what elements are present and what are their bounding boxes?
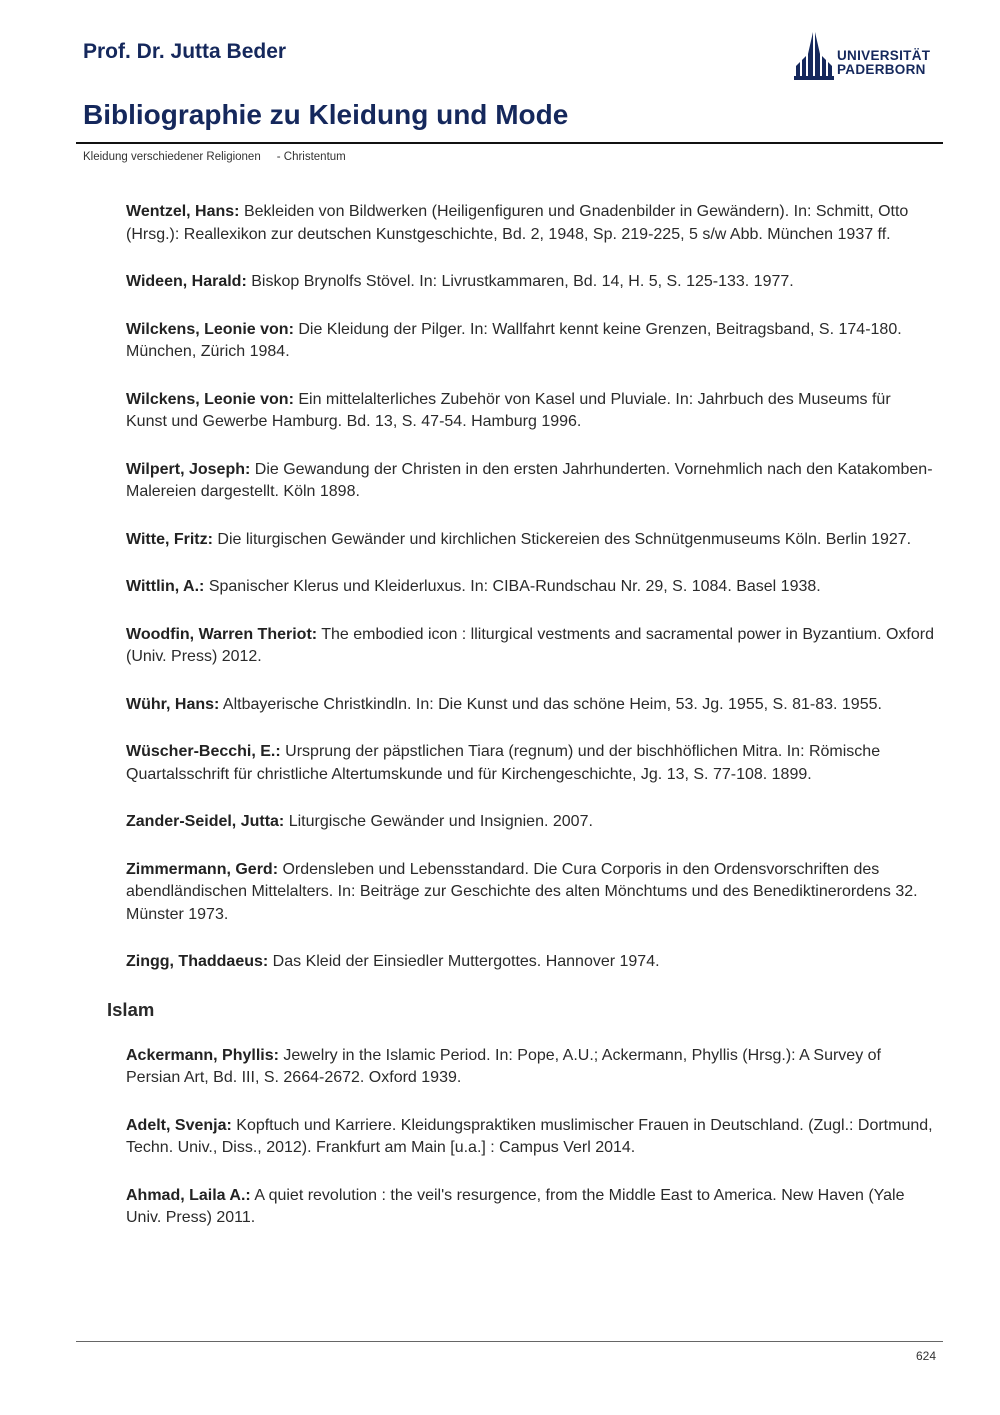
bibliography-entry [126, 459, 934, 504]
entry-author: Adelt, Svenja: [126, 1116, 232, 1134]
entry-text: Ordensleben und Lebensstandard. Die Cura Corporis in den Ordensvorschriften des abendländischen Mittelalters. In: Beiträge zur Geschichte des alten Mönchtums und des Benediktinerordens 32. Münster 1973. [126, 860, 918, 923]
entry-author: Ahmad, Laila A.: [126, 1186, 251, 1204]
bibliography-entry [126, 319, 934, 364]
entry-text: Bekleiden von Bildwerken (Heiligenfiguren und Gnadenbilder in Gewändern). In: Schmitt, Otto (Hrsg.): Reallexikon zur deutschen Kunstgeschichte, Bd. 2, 1948, Sp. 219-225, 5 s/w Abb. München 1937 ff. [126, 203, 909, 243]
bibliography-entry [126, 576, 934, 599]
bibliography-entry [126, 859, 934, 927]
entry-text: The embodied icon : lliturgical vestments and sacramental power in Byzantium. Oxford (Univ. Press) 2012. [126, 625, 934, 665]
bibliography-entry [126, 1185, 934, 1230]
entry-author: Zimmermann, Gerd: [126, 860, 279, 878]
university-logo [794, 30, 944, 82]
entry-author: Wilpert, Joseph: [126, 460, 251, 478]
footer-divider [76, 1341, 943, 1342]
bibliography-entry [126, 624, 934, 669]
entry-author: Witte, Fritz: [126, 530, 213, 548]
entry-author: Wüscher-Becchi, E.: [126, 743, 281, 760]
section-heading-islam: Islam [107, 998, 155, 1020]
breadcrumb-subcategory: - Christentum [276, 151, 346, 163]
entry-text: Jewelry in the Islamic Period. In: Pope, A.U.; Ackermann, Phyllis (Hrsg.): A Survey of Persian Art, Bd. III, S. 2664-2672. Oxford 1939. [126, 1046, 881, 1086]
entry-author: Ackermann, Phyllis: [126, 1046, 279, 1064]
bibliography-entry [126, 694, 934, 717]
university-logo-icon [794, 30, 834, 82]
bibliography-entry [126, 389, 934, 434]
logo-line-2: PADERBORN [837, 62, 926, 77]
entry-text: Die Kleidung der Pilger. In: Wallfahrt kennt keine Grenzen, Beitragsband, S. 174-180. München, Zürich 1984. [126, 320, 902, 360]
bibliography-list [107, 201, 934, 1255]
entry-text: Ursprung der päpstlichen Tiara (regnum) und der bischhöflichen Mitra. In: Römische Quartalsschrift für christliche Altertumskunde und für Kirchengeschichte, Jg. 13, S. 77-108. 1899. [126, 743, 881, 783]
author-name: Prof. Dr. Jutta Beder [83, 40, 287, 63]
entry-author: Wittlin, A.: [126, 578, 205, 595]
bibliography-entry [126, 529, 934, 552]
bibliography-entry [126, 741, 934, 786]
entry-text: Kopftuch und Karriere. Kleidungspraktiken muslimischer Frauen in Deutschland. (Zugl.: Dortmund, Techn. Univ., Diss., 2012). Frankfurt am Main [u.a.] : Campus Verl 2014. [126, 1116, 933, 1156]
entry-text: Das Kleid der Einsiedler Muttergottes. Hannover 1974. [272, 953, 660, 970]
bibliography-entry [126, 271, 934, 294]
entry-author: Wentzel, Hans: [126, 203, 240, 220]
page-number: 624 [916, 1349, 937, 1363]
bibliography-entry [126, 201, 934, 246]
bibliography-entry [126, 1045, 934, 1090]
entry-author: Zingg, Thaddaeus: [126, 953, 269, 970]
entry-author: Wühr, Hans: [126, 695, 220, 713]
logo-line-1: UNIVERSITÄT [837, 48, 931, 63]
page-title: Bibliographie zu Kleidung und Mode [83, 99, 569, 130]
entry-author: Wideen, Harald: [126, 273, 247, 290]
breadcrumb [83, 151, 346, 163]
entry-author: Wilckens, Leonie von: [126, 390, 294, 408]
entry-author: Wilckens, Leonie von: [126, 320, 294, 338]
bibliography-entry [126, 811, 934, 834]
entry-author: Zander-Seidel, Jutta: [126, 813, 285, 830]
entry-text: Liturgische Gewänder und Insignien. 2007. [288, 813, 593, 830]
breadcrumb-category: Kleidung verschiedener Religionen [83, 151, 261, 163]
entry-text: Die liturgischen Gewänder und kirchlichen Stickereien des Schnütgenmuseums Köln. Berlin 1927. [217, 530, 912, 548]
entry-text: Spanischer Klerus und Kleiderluxus. In: CIBA-Rundschau Nr. 29, S. 1084. Basel 1938. [208, 578, 821, 595]
entry-author: Woodfin, Warren Theriot: [126, 625, 318, 643]
entry-text: Die Gewandung der Christen in den ersten Jahrhunderten. Vornehmlich nach den Katakomben-Malereien dargestellt. Köln 1898. [126, 460, 933, 500]
entry-text: Biskop Brynolfs Stövel. In: Livrustkammaren, Bd. 14, H. 5, S. 125-133. 1977. [251, 273, 794, 290]
entry-text: A quiet revolution : the veil's resurgence, from the Middle East to America. New Haven (Yale Univ. Press) 2011. [126, 1186, 905, 1226]
bibliography-entry [126, 951, 934, 974]
entry-text: Altbayerische Christkindln. In: Die Kunst und das schöne Heim, 53. Jg. 1955, S. 81-83. 1955. [222, 695, 882, 713]
entry-text: Ein mittelalterliches Zubehör von Kasel und Pluviale. In: Jahrbuch des Museums für Kunst und Gewerbe Hamburg. Bd. 13, S. 47-54. Hamburg 1996. [126, 390, 891, 430]
title-divider [76, 142, 943, 144]
bibliography-entry [126, 1115, 934, 1160]
